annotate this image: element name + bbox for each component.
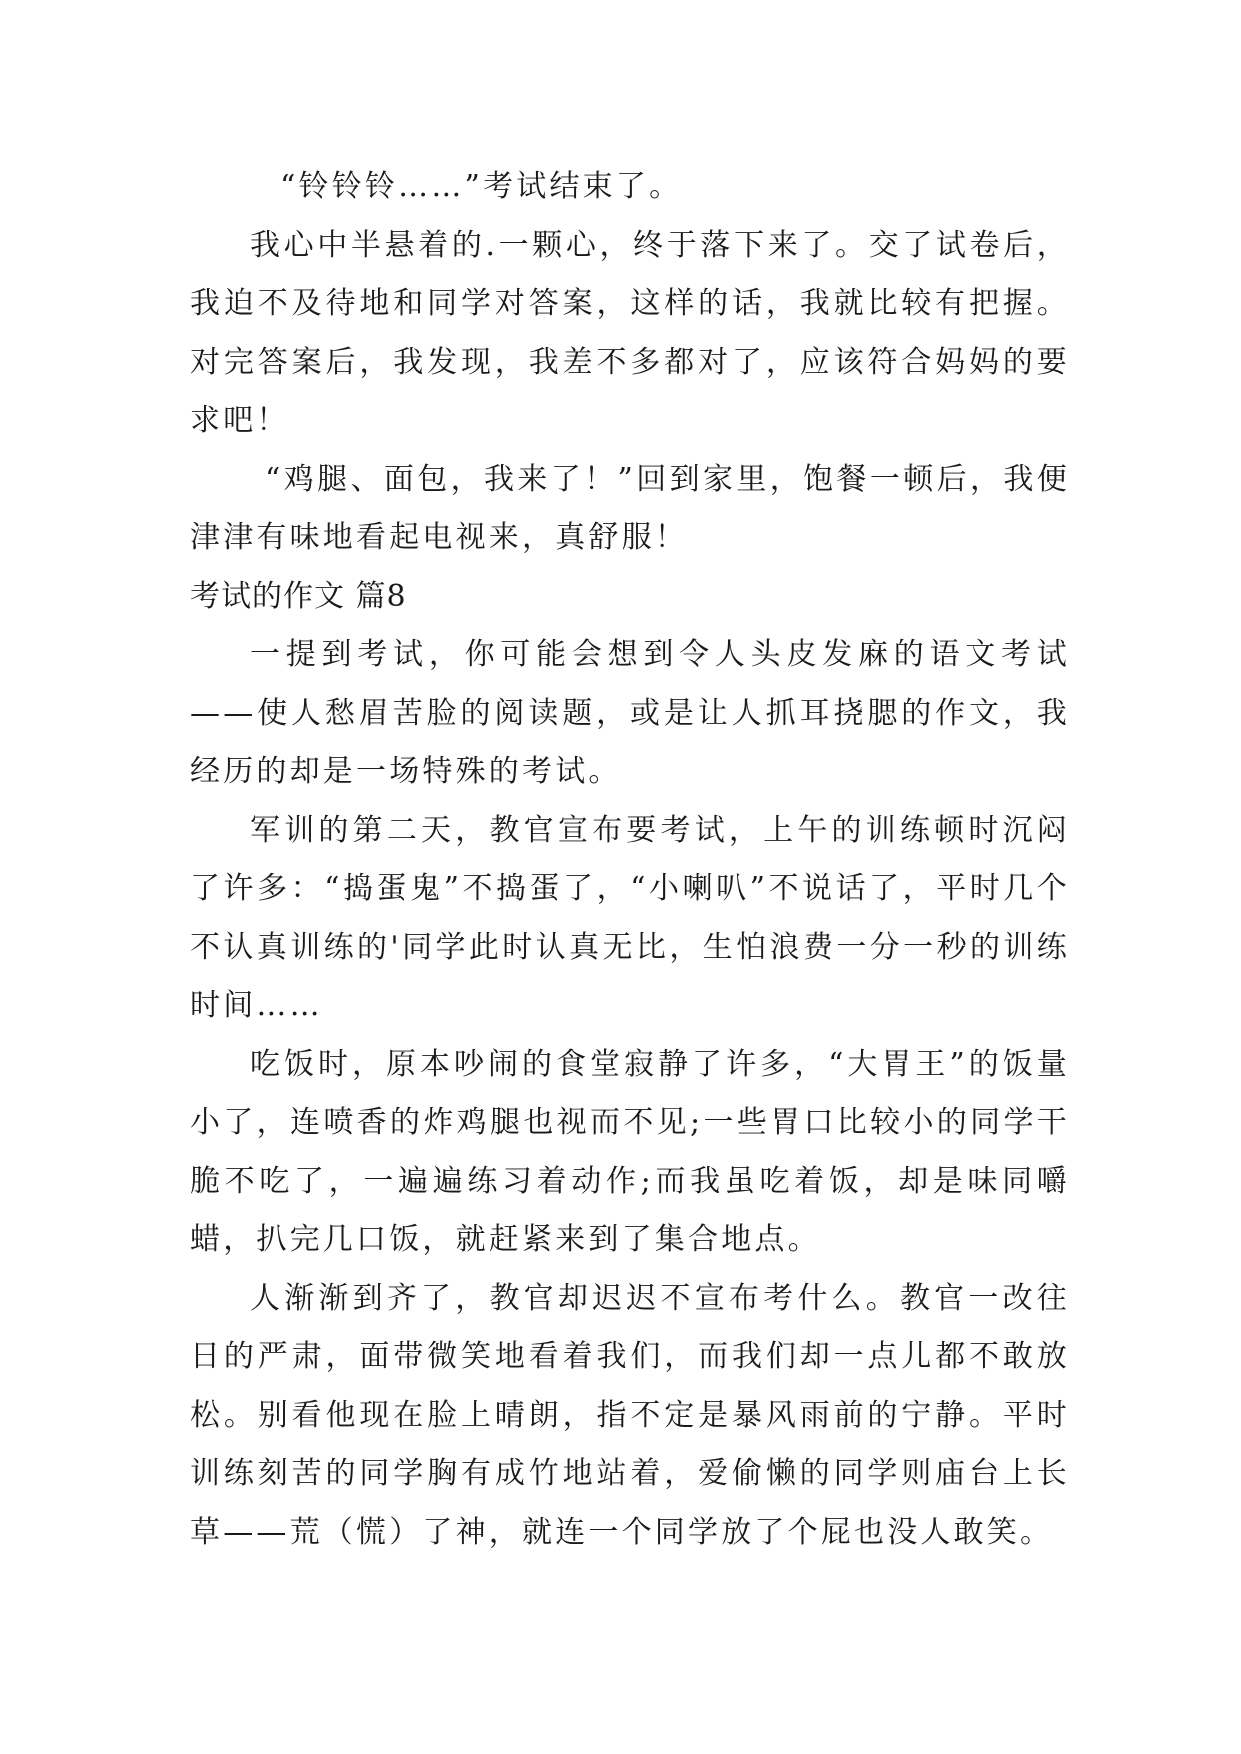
paragraph: 我心中半悬着的.一颗心，终于落下来了。交了试卷后，我迫不及待地和同学对答案，这样的话，我就比较有把握。对完答案后，我发现，我差不多都对了，应该符合妈妈的要求吧！	[190, 227, 1070, 438]
paragraph: 一提到考试，你可能会想到令人头皮发麻的语文考试——使人愁眉苦脸的阅读题，或是让人抓耳挠腮的作文，我经历的却是一场特殊的考试。	[190, 637, 1070, 789]
paragraph: 人渐渐到齐了，教官却迟迟不宣布考什么。教官一改往日的严肃，面带微笑地看着我们，而我们却一点儿都不敢放松。别看他现在脸上晴朗，指不定是暴风雨前的宁静。平时训练刻苦的同学胸有成竹地站着，爱偷懒的同学则庙台上长草——荒（慌）了神，就连一个同学放了个屁也没人敢笑。	[190, 1280, 1070, 1550]
paragraph: 吃饭时，原本吵闹的食堂寂静了许多，“大胃王”的饭量小了，连喷香的炸鸡腿也视而不见;一些胃口比较小的同学干脆不吃了，一遍遍练习着动作;而我虽吃着饭，却是味同嚼蜡，扒完几口饭，就赶紧来到了集合地点。	[190, 1046, 1070, 1257]
paragraph: “鸡腿、面包，我来了！”回到家里，饱餐一顿后，我便津津有味地看起电视来，真舒服！	[190, 461, 1070, 555]
section-heading: 考试的作文 篇8	[190, 578, 407, 614]
article-body	[190, 158, 1070, 1562]
paragraph: “铃铃铃……”考试结束了。	[280, 169, 683, 204]
paragraph: 军训的第二天，教官宣布要考试，上午的训练顿时沉闷了许多：“捣蛋鬼”不捣蛋了，“小喇叭”不说话了，平时几个不认真训练的'同学此时认真无比，生怕浪费一分一秒的训练时间……	[190, 812, 1070, 1023]
